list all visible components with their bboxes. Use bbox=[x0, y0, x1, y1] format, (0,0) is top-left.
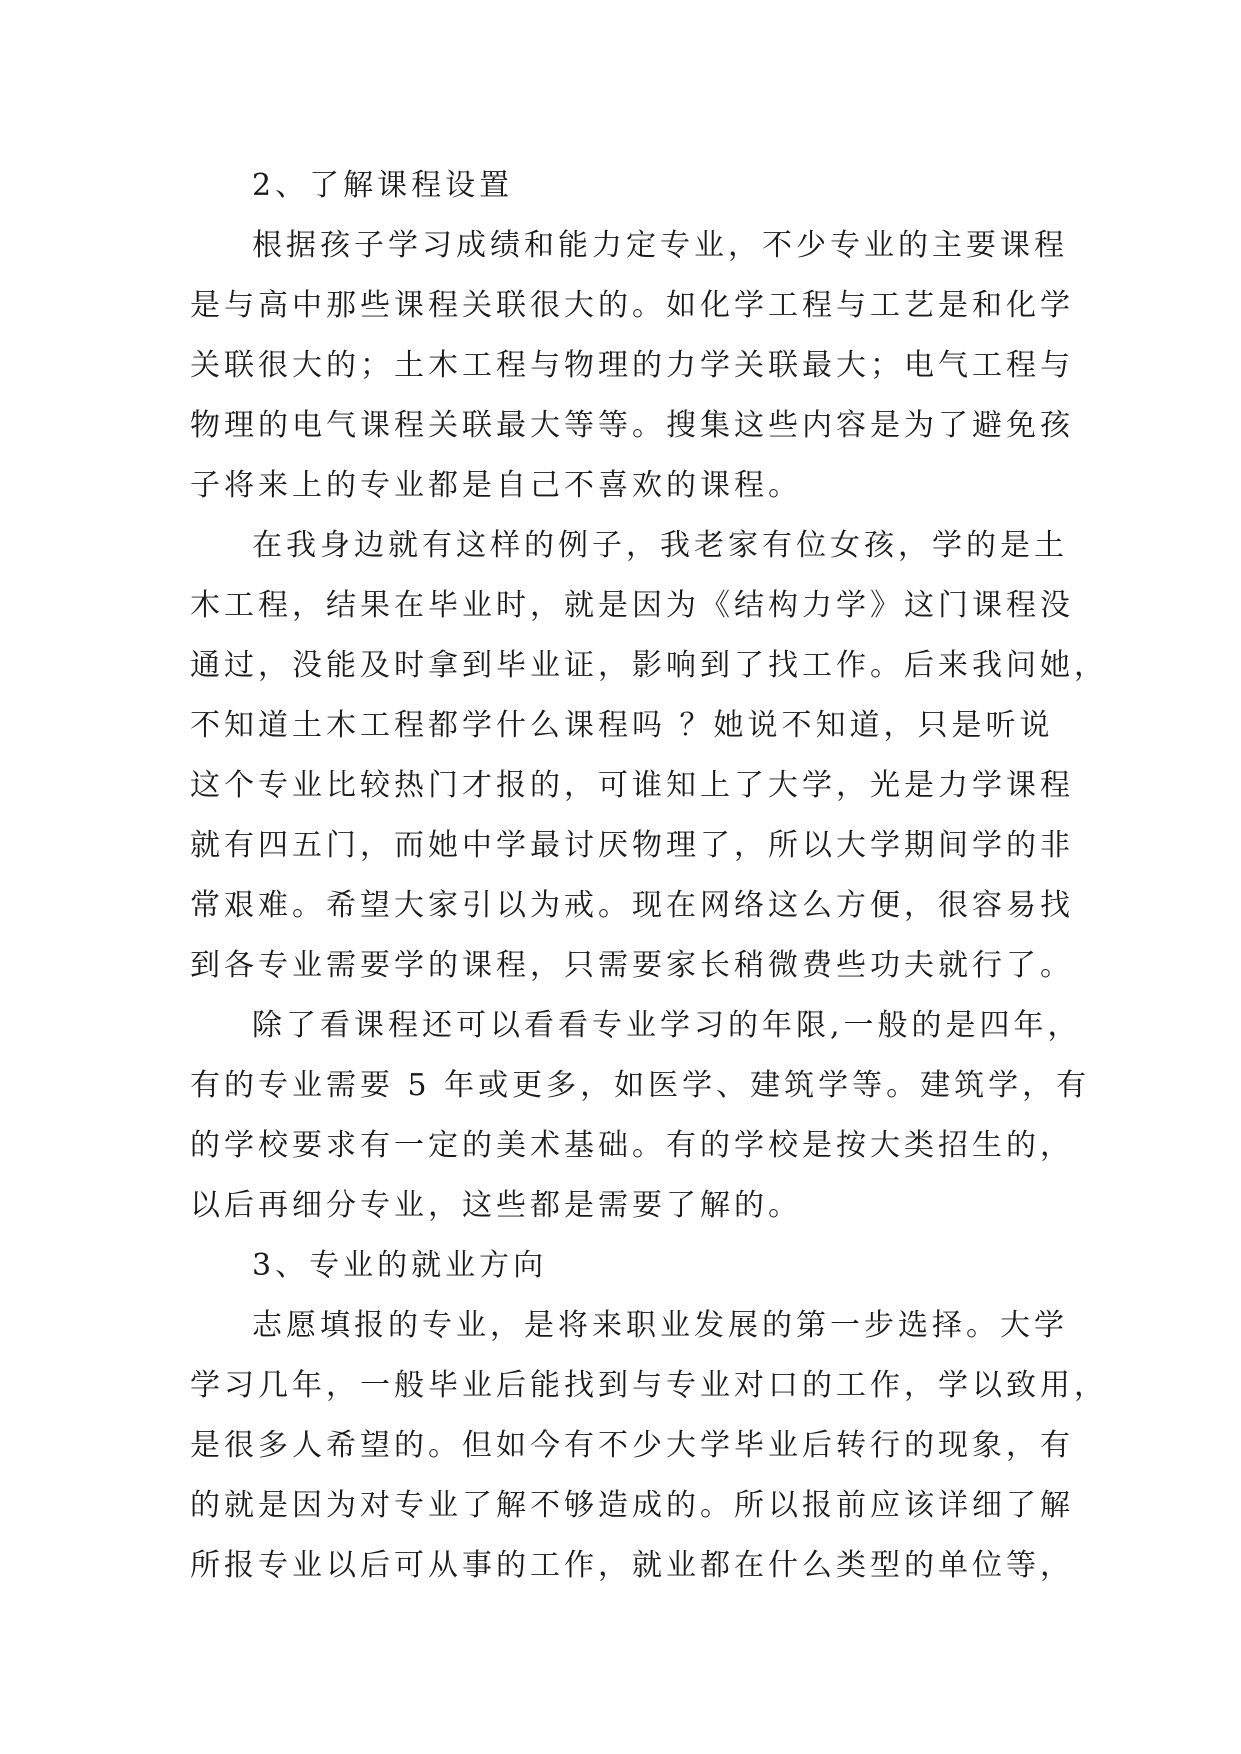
paragraph-line: 子将来上的专业都是自己不喜欢的课程。 bbox=[190, 468, 802, 503]
section-heading: 2、了解课程设置 bbox=[252, 168, 514, 203]
paragraph-line: 学习几年，一般毕业后能找到与专业对口的工作，学以致用， bbox=[190, 1368, 1108, 1403]
paragraph-line: 不知道土木工程都学什么课程吗 ？她说不知道，只是听说 bbox=[190, 708, 1054, 743]
paragraph-line: 的学校要求有一定的美术基础。有的学校是按大类招生的， bbox=[190, 1128, 1074, 1163]
paragraph-line: 物理的电气课程关联最大等等。搜集这些内容是为了避免孩 bbox=[190, 408, 1074, 443]
paragraph-line: 根据孩子学习成绩和能力定专业，不少专业的主要课程 bbox=[252, 228, 1068, 263]
paragraph-line: 关联很大的；土木工程与物理的力学关联最大；电气工程与 bbox=[190, 348, 1074, 383]
paragraph-line: 志愿填报的专业，是将来职业发展的第一步选择。大学 bbox=[252, 1308, 1068, 1343]
paragraph-line: 除了看课程还可以看看专业学习的年限,一般的是四年， bbox=[252, 1008, 1082, 1043]
paragraph-line: 通过，没能及时拿到毕业证，影响到了找工作。后来我问她， bbox=[190, 648, 1108, 683]
paragraph-line: 是与高中那些课程关联很大的。如化学工程与工艺是和化学 bbox=[190, 288, 1074, 323]
paragraph-line: 到各专业需要学的课程，只需要家长稍微费些功夫就行了。 bbox=[190, 948, 1074, 983]
section-heading: 3、专业的就业方向 bbox=[252, 1248, 548, 1283]
paragraph-line: 木工程，结果在毕业时，就是因为《结构力学》这门课程没 bbox=[190, 588, 1074, 623]
paragraph-line: 的就是因为对专业了解不够造成的。所以报前应该详细了解 bbox=[190, 1488, 1074, 1523]
paragraph-line: 以后再细分专业，这些都是需要了解的。 bbox=[190, 1188, 802, 1223]
paragraph-line: 这个专业比较热门才报的，可谁知上了大学，光是力学课程 bbox=[190, 768, 1074, 803]
document-body bbox=[190, 156, 1108, 1596]
paragraph-line: 就有四五门，而她中学最讨厌物理了，所以大学期间学的非 bbox=[190, 828, 1074, 863]
paragraph-line: 是很多人希望的。但如今有不少大学毕业后转行的现象，有 bbox=[190, 1428, 1074, 1463]
paragraph-line: 有的专业需要 5 年或更多，如医学、建筑学等。建筑学，有 bbox=[190, 1068, 1091, 1103]
paragraph-line: 常艰难。希望大家引以为戒。现在网络这么方便，很容易找 bbox=[190, 888, 1074, 923]
paragraph-line: 所报专业以后可从事的工作，就业都在什么类型的单位等， bbox=[190, 1548, 1074, 1583]
paragraph-line: 在我身边就有这样的例子，我老家有位女孩，学的是土 bbox=[252, 528, 1068, 563]
